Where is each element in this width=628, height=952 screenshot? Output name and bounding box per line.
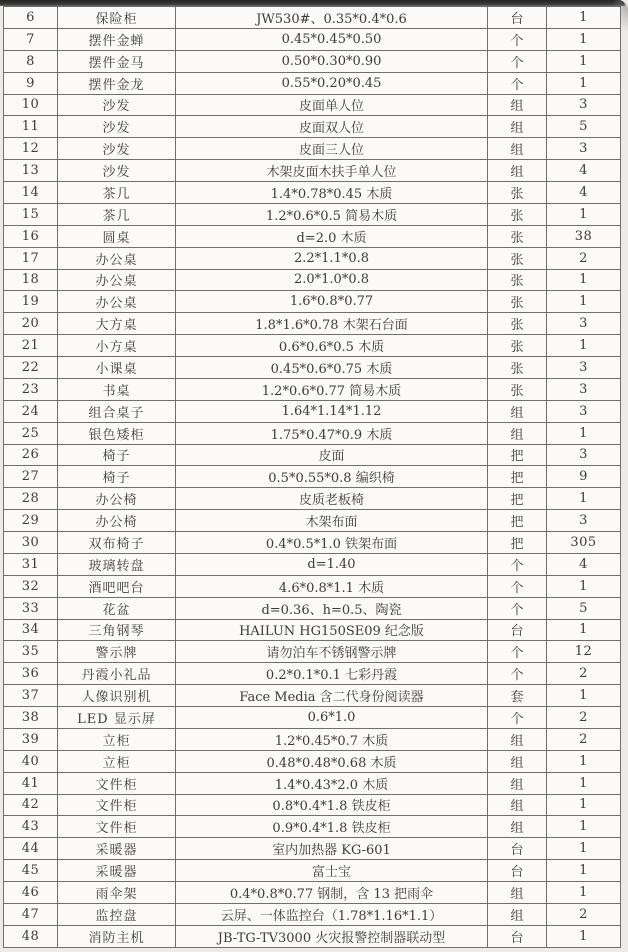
row-number-cell: 11 [4,116,58,138]
table-row [4,925,621,947]
spec-cell: 富士宝 [176,860,488,882]
quantity-cell: 3 [547,138,621,160]
item-name-cell: 茶几 [58,182,176,204]
table-row [4,641,621,663]
unit-cell: 台 [488,7,547,29]
spec-cell: 木架布面 [176,510,488,532]
item-name-cell: 沙发 [58,94,176,116]
unit-cell: 台 [488,619,547,641]
item-name-cell: 立柜 [58,750,176,772]
spec-cell: 0.2*0.1*0.1 七彩丹霞 [176,663,488,685]
row-number-cell: 48 [4,925,58,947]
spec-cell: 1.64*1.14*1.12 [176,400,488,422]
quantity-cell: 4 [547,182,621,204]
row-number-cell: 15 [4,203,58,225]
item-name-cell: 小方桌 [58,335,176,357]
table-row [4,94,621,116]
unit-cell: 组 [488,903,547,925]
spec-cell: 0.4*0.5*1.0 铁架布面 [176,532,488,554]
item-name-cell: 摆件金马 [58,50,176,72]
row-number-cell: 29 [4,510,58,532]
spec-cell: 1.6*0.8*0.77 [176,291,488,313]
unit-cell: 把 [488,488,547,510]
unit-cell: 张 [488,335,547,357]
unit-cell: 把 [488,466,547,488]
row-number-cell: 31 [4,553,58,575]
quantity-cell: 3 [547,400,621,422]
unit-cell: 组 [488,794,547,816]
spec-cell: 0.4*0.8*0.77 钢制，含 13 把雨伞 [176,882,488,904]
row-number-cell: 32 [4,575,58,597]
row-number-cell: 13 [4,160,58,182]
spec-cell: 2.0*1.0*0.8 [176,269,488,291]
quantity-cell: 3 [547,444,621,466]
unit-cell: 张 [488,269,547,291]
item-name-cell: 组合桌子 [58,400,176,422]
spec-cell: JW530#、0.35*0.4*0.6 [176,7,488,29]
item-name-cell: LED 显示屏 [58,707,176,729]
quantity-cell: 5 [547,597,621,619]
item-name-cell: 沙发 [58,160,176,182]
item-name-cell: 文件柜 [58,816,176,838]
item-name-cell: 三角钢琴 [58,619,176,641]
table-row [4,378,621,400]
quantity-cell: 1 [547,488,621,510]
row-number-cell: 22 [4,357,58,379]
quantity-cell: 1 [547,882,621,904]
table-row [4,488,621,510]
row-number-cell: 37 [4,685,58,707]
quantity-cell: 12 [547,641,621,663]
quantity-cell: 1 [547,422,621,444]
row-number-cell: 23 [4,378,58,400]
table-row [4,838,621,860]
quantity-cell: 1 [547,203,621,225]
table-row [4,685,621,707]
unit-cell: 把 [488,532,547,554]
spec-cell: d=2.0 木质 [176,225,488,247]
row-number-cell: 25 [4,422,58,444]
unit-cell: 个 [488,72,547,94]
item-name-cell: 文件柜 [58,794,176,816]
quantity-cell: 1 [547,28,621,50]
table-row [4,72,621,94]
table-row [4,291,621,313]
unit-cell: 把 [488,444,547,466]
item-name-cell: 办公桌 [58,269,176,291]
quantity-cell: 1 [547,816,621,838]
table-row [4,597,621,619]
quantity-cell: 1 [547,925,621,947]
unit-cell: 张 [488,225,547,247]
quantity-cell: 38 [547,225,621,247]
unit-cell: 组 [488,160,547,182]
row-number-cell: 7 [4,28,58,50]
unit-cell: 组 [488,728,547,750]
spec-cell: 1.8*1.6*0.78 木架石台面 [176,313,488,335]
item-name-cell: 人像识别机 [58,685,176,707]
spec-cell: 0.45*0.45*0.50 [176,28,488,50]
table-row [4,138,621,160]
row-number-cell: 12 [4,138,58,160]
unit-cell: 个 [488,50,547,72]
spec-cell: 请勿泊车不锈钢警示牌 [176,641,488,663]
spec-cell: 1.75*0.47*0.9 木质 [176,422,488,444]
spec-cell: d=0.36、h=0.5、陶瓷 [176,597,488,619]
spec-cell: HAILUN HG150SE09 纪念版 [176,619,488,641]
table-row [4,203,621,225]
spec-cell: 0.8*0.4*1.8 铁皮柜 [176,794,488,816]
table-row [4,247,621,269]
row-number-cell: 43 [4,816,58,838]
quantity-cell: 1 [547,750,621,772]
spec-cell: 1.4*0.43*2.0 木质 [176,772,488,794]
table-row [4,575,621,597]
quantity-cell: 2 [547,728,621,750]
quantity-cell: 2 [547,663,621,685]
item-name-cell: 椅子 [58,466,176,488]
quantity-cell: 1 [547,269,621,291]
table-row [4,532,621,554]
item-name-cell: 丹霞小礼品 [58,663,176,685]
table-row [4,7,621,29]
item-name-cell: 酒吧吧台 [58,575,176,597]
item-name-cell: 沙发 [58,116,176,138]
quantity-cell: 9 [547,466,621,488]
spec-cell: 0.50*0.30*0.90 [176,50,488,72]
table-row [4,444,621,466]
row-number-cell: 10 [4,94,58,116]
table-row [4,553,621,575]
row-number-cell: 28 [4,488,58,510]
quantity-cell: 1 [547,794,621,816]
quantity-cell: 305 [547,532,621,554]
quantity-cell: 3 [547,313,621,335]
spec-cell: 皮面三人位 [176,138,488,160]
spec-cell: 0.9*0.4*1.8 铁皮柜 [176,816,488,838]
row-number-cell: 14 [4,182,58,204]
table-row [4,182,621,204]
spec-cell: 室内加热器 KG-601 [176,838,488,860]
item-name-cell: 小课桌 [58,357,176,379]
table-row [4,335,621,357]
quantity-cell: 3 [547,510,621,532]
row-number-cell: 36 [4,663,58,685]
quantity-cell: 1 [547,72,621,94]
spec-cell: 0.5*0.55*0.8 编织椅 [176,466,488,488]
unit-cell: 个 [488,597,547,619]
quantity-cell: 5 [547,116,621,138]
row-number-cell: 33 [4,597,58,619]
quantity-cell: 1 [547,575,621,597]
table-row [4,772,621,794]
row-number-cell: 20 [4,313,58,335]
quantity-cell: 3 [547,378,621,400]
row-number-cell: 46 [4,882,58,904]
row-number-cell: 45 [4,860,58,882]
row-number-cell: 24 [4,400,58,422]
spec-cell: 1.4*0.78*0.45 木质 [176,182,488,204]
spec-cell: 皮面双人位 [176,116,488,138]
table-row [4,707,621,729]
item-name-cell: 办公桌 [58,247,176,269]
table-row [4,422,621,444]
unit-cell: 组 [488,94,547,116]
table-row [4,860,621,882]
unit-cell: 组 [488,816,547,838]
table-row [4,116,621,138]
unit-cell: 组 [488,116,547,138]
row-number-cell: 8 [4,50,58,72]
unit-cell: 张 [488,378,547,400]
quantity-cell: 2 [547,707,621,729]
spec-cell: 皮面 [176,444,488,466]
item-name-cell: 采暖器 [58,860,176,882]
table-row [4,357,621,379]
unit-cell: 把 [488,510,547,532]
quantity-cell: 1 [547,291,621,313]
item-name-cell: 双布椅子 [58,532,176,554]
unit-cell: 张 [488,247,547,269]
row-number-cell: 35 [4,641,58,663]
unit-cell: 组 [488,400,547,422]
table-row [4,882,621,904]
table-row [4,750,621,772]
spec-cell: 4.6*0.8*1.1 木质 [176,575,488,597]
item-name-cell: 银色矮柜 [58,422,176,444]
unit-cell: 个 [488,28,547,50]
item-name-cell: 椅子 [58,444,176,466]
spec-cell: 皮质老板椅 [176,488,488,510]
spec-cell: 0.55*0.20*0.45 [176,72,488,94]
table-row [4,28,621,50]
table-row [4,794,621,816]
row-number-cell: 42 [4,794,58,816]
spec-cell: 木架皮面木扶手单人位 [176,160,488,182]
row-number-cell: 44 [4,838,58,860]
unit-cell: 个 [488,575,547,597]
spec-cell: 1.2*0.6*0.5 简易木质 [176,203,488,225]
item-name-cell: 花盆 [58,597,176,619]
row-number-cell: 30 [4,532,58,554]
row-number-cell: 9 [4,72,58,94]
unit-cell: 张 [488,182,547,204]
table-row [4,816,621,838]
table-row [4,466,621,488]
item-name-cell: 玻璃转盘 [58,553,176,575]
spec-cell: 0.6*0.6*0.5 木质 [176,335,488,357]
item-name-cell: 书桌 [58,378,176,400]
quantity-cell: 4 [547,160,621,182]
item-name-cell: 茶几 [58,203,176,225]
item-name-cell: 采暖器 [58,838,176,860]
row-number-cell: 21 [4,335,58,357]
spec-cell: 0.48*0.48*0.68 木质 [176,750,488,772]
row-number-cell: 47 [4,903,58,925]
row-number-cell: 16 [4,225,58,247]
item-name-cell: 摆件金龙 [58,72,176,94]
quantity-cell: 1 [547,860,621,882]
quantity-cell: 1 [547,335,621,357]
table-row [4,400,621,422]
table-row [4,903,621,925]
row-number-cell: 26 [4,444,58,466]
row-number-cell: 27 [4,466,58,488]
table-row [4,50,621,72]
unit-cell: 组 [488,422,547,444]
item-name-cell: 警示牌 [58,641,176,663]
spec-cell: 皮面单人位 [176,94,488,116]
item-name-cell: 办公椅 [58,510,176,532]
row-number-cell: 40 [4,750,58,772]
unit-cell: 个 [488,707,547,729]
item-name-cell: 圆桌 [58,225,176,247]
unit-cell: 套 [488,685,547,707]
row-number-cell: 38 [4,707,58,729]
unit-cell: 个 [488,553,547,575]
item-name-cell: 沙发 [58,138,176,160]
inventory-table [3,6,621,948]
item-name-cell: 摆件金蝉 [58,28,176,50]
row-number-cell: 18 [4,269,58,291]
unit-cell: 台 [488,860,547,882]
spec-cell: d=1.40 [176,553,488,575]
unit-cell: 个 [488,641,547,663]
item-name-cell: 大方桌 [58,313,176,335]
quantity-cell: 1 [547,50,621,72]
row-number-cell: 34 [4,619,58,641]
unit-cell: 张 [488,357,547,379]
table-row [4,313,621,335]
spec-cell: 1.2*0.45*0.7 木质 [176,728,488,750]
unit-cell: 个 [488,663,547,685]
unit-cell: 张 [488,313,547,335]
row-number-cell: 19 [4,291,58,313]
table-row [4,728,621,750]
item-name-cell: 办公桌 [58,291,176,313]
quantity-cell: 2 [547,247,621,269]
table-row [4,160,621,182]
row-number-cell: 39 [4,728,58,750]
quantity-cell: 3 [547,357,621,379]
spec-cell: 0.6*1.0 [176,707,488,729]
spec-cell: JB-TG-TV3000 火灾报警控制器联动型 [176,925,488,947]
item-name-cell: 雨伞架 [58,882,176,904]
unit-cell: 张 [488,291,547,313]
item-name-cell: 消防主机 [58,925,176,947]
quantity-cell: 1 [547,619,621,641]
table-row [4,510,621,532]
inventory-table-body [4,7,621,948]
quantity-cell: 2 [547,903,621,925]
quantity-cell: 3 [547,94,621,116]
item-name-cell: 文件柜 [58,772,176,794]
item-name-cell: 监控盘 [58,903,176,925]
spec-cell: Face Media 含二代身份阅读器 [176,685,488,707]
quantity-cell: 1 [547,685,621,707]
row-number-cell: 17 [4,247,58,269]
table-row [4,225,621,247]
unit-cell: 组 [488,772,547,794]
table-row [4,663,621,685]
item-name-cell: 办公椅 [58,488,176,510]
item-name-cell: 保险柜 [58,7,176,29]
unit-cell: 台 [488,838,547,860]
unit-cell: 张 [488,203,547,225]
unit-cell: 台 [488,925,547,947]
quantity-cell: 1 [547,772,621,794]
unit-cell: 组 [488,882,547,904]
unit-cell: 组 [488,750,547,772]
quantity-cell: 4 [547,553,621,575]
spec-cell: 1.2*0.6*0.77 简易木质 [176,378,488,400]
spec-cell: 2.2*1.1*0.8 [176,247,488,269]
item-name-cell: 立柜 [58,728,176,750]
row-number-cell: 6 [4,7,58,29]
table-row [4,619,621,641]
row-number-cell: 41 [4,772,58,794]
spec-cell: 0.45*0.6*0.75 木质 [176,357,488,379]
unit-cell: 组 [488,138,547,160]
quantity-cell: 1 [547,7,621,29]
table-row [4,269,621,291]
spec-cell: 云屏、一体监控台（1.78*1.16*1.1） [176,903,488,925]
quantity-cell: 1 [547,838,621,860]
